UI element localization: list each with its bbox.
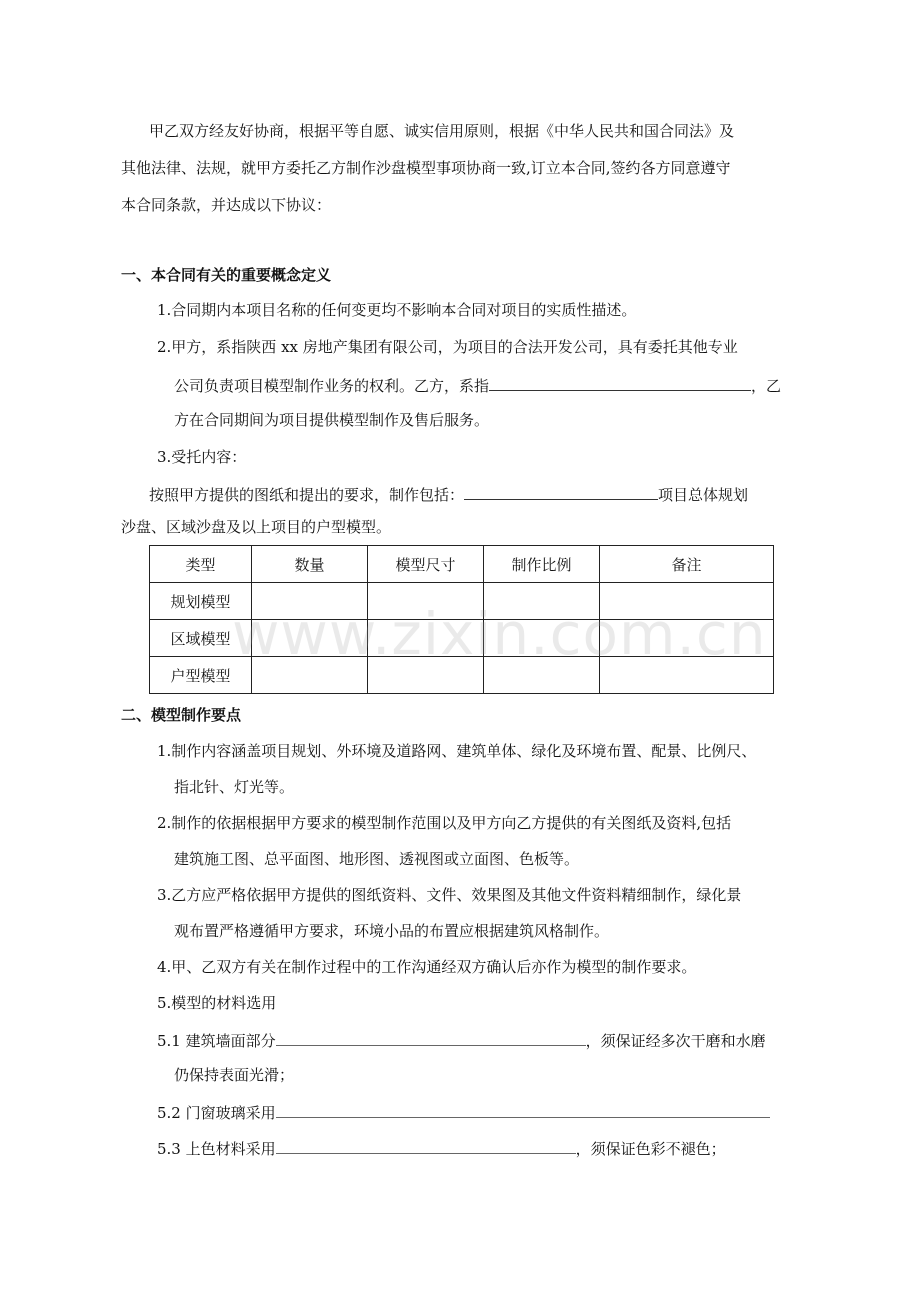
- section-1-item-2-line-3: 方在合同期间为项目提供模型制作及售后服务。: [174, 411, 490, 429]
- table-row: [150, 620, 774, 657]
- section-2-item-5-1: [157, 1029, 766, 1051]
- section-2-item-5-2: [157, 1101, 770, 1123]
- section-2-item-5-1-line-2: 仍保持表面光滑；: [174, 1066, 295, 1084]
- section-2-item-1-line-1: 1.制作内容涵盖项目规划、外环境及道路网、建筑单体、绿化及环境布置、配景、比例尺、: [157, 742, 757, 760]
- item-2-text: 公司负责项目模型制作业务的权利。乙方，系指: [174, 377, 490, 395]
- item-5-2-text: 5.2 门窗玻璃采用: [157, 1104, 276, 1122]
- table-cell[interactable]: [484, 620, 600, 657]
- table-header-scale: 制作比例: [484, 546, 600, 583]
- table-header-row: [150, 546, 774, 583]
- table-cell-type: 户型模型: [150, 657, 252, 694]
- intro-line-1: 甲乙双方经友好协商，根据平等自愿、诚实信用原则，根据《中华人民共和国合同法》及: [149, 122, 735, 140]
- party-b-name-blank[interactable]: [489, 374, 751, 391]
- section-2-item-1-line-2: 指北针、灯光等。: [174, 778, 295, 796]
- item-5-3-suffix: ，须保证色彩不褪色；: [575, 1140, 726, 1158]
- section-1-heading: 一、本合同有关的重要概念定义: [121, 266, 332, 284]
- table-cell[interactable]: [600, 657, 774, 694]
- item-3-text: 按照甲方提供的图纸和提出的要求，制作包括：: [149, 486, 465, 504]
- table-header-remarks: 备注: [600, 546, 774, 583]
- table-cell[interactable]: [252, 583, 368, 620]
- section-2-item-5: 5.模型的材料选用: [157, 994, 277, 1012]
- table-cell[interactable]: [252, 657, 368, 694]
- section-2-item-5-3: [157, 1137, 726, 1159]
- table-row: [150, 657, 774, 694]
- wall-material-blank[interactable]: [276, 1029, 586, 1046]
- table-header-size: 模型尺寸: [368, 546, 484, 583]
- section-1-item-2-line-2: [174, 374, 781, 396]
- table-cell[interactable]: [484, 657, 600, 694]
- section-2-item-3-line-1: 3.乙方应严格依据甲方提供的图纸资料、文件、效果图及其他文件资料精细制作，绿化景: [157, 886, 742, 904]
- item-5-3-text: 5.3 上色材料采用: [157, 1140, 276, 1158]
- table-cell[interactable]: [368, 583, 484, 620]
- model-spec-table: [149, 545, 774, 694]
- table-cell[interactable]: [600, 620, 774, 657]
- item-3-suffix: 项目总体规划: [658, 486, 749, 504]
- section-1-item-3-para-2: 沙盘、区域沙盘及以上项目的户型模型。: [121, 518, 392, 536]
- paint-material-blank[interactable]: [276, 1137, 576, 1154]
- table-cell[interactable]: [484, 583, 600, 620]
- table-cell[interactable]: [252, 620, 368, 657]
- table-header-type: 类型: [150, 546, 252, 583]
- item-5-1-text: 5.1 建筑墙面部分: [157, 1032, 276, 1050]
- watermark: www.zixin.com.cn: [232, 600, 767, 668]
- section-2-heading: 二、模型制作要点: [121, 706, 242, 724]
- intro-line-2: 其他法律、法规，就甲方委托乙方制作沙盘模型事项协商一致,订立本合同,签约各方同意遵守: [121, 159, 731, 177]
- table-cell-type: 区域模型: [150, 620, 252, 657]
- item-5-1-suffix: ，须保证经多次干磨和水磨: [585, 1032, 766, 1050]
- item-2-suffix: ，乙: [751, 377, 782, 395]
- section-2-item-3-line-2: 观布置严格遵循甲方要求，环境小品的布置应根据建筑风格制作。: [174, 922, 610, 940]
- table-header-quantity: 数量: [252, 546, 368, 583]
- production-items-blank[interactable]: [464, 483, 658, 500]
- table-cell[interactable]: [600, 583, 774, 620]
- intro-line-3: 本合同条款，并达成以下协议：: [121, 196, 332, 214]
- section-1-item-3: 3.受托内容：: [157, 448, 247, 466]
- table-cell[interactable]: [368, 657, 484, 694]
- table-cell-type: 规划模型: [150, 583, 252, 620]
- table-cell[interactable]: [368, 620, 484, 657]
- table-row: [150, 583, 774, 620]
- section-1-item-3-para-1: [149, 483, 748, 505]
- glass-material-blank[interactable]: [276, 1101, 770, 1118]
- section-2-item-2-line-1: 2.制作的依据根据甲方要求的模型制作范围以及甲方向乙方提供的有关图纸及资料,包括: [157, 814, 732, 832]
- section-2-item-4: 4.甲、乙双方有关在制作过程中的工作沟通经双方确认后亦作为模型的制作要求。: [157, 958, 697, 976]
- section-1-item-2-line-1: 2.甲方，系指陕西 xx 房地产集团有限公司，为项目的合法开发公司，具有委托其他专业: [157, 338, 738, 356]
- section-2-item-2-line-2: 建筑施工图、总平面图、地形图、透视图或立面图、色板等。: [174, 850, 580, 868]
- section-1-item-1: 1.合同期内本项目名称的任何变更均不影响本合同对项目的实质性描述。: [157, 301, 637, 319]
